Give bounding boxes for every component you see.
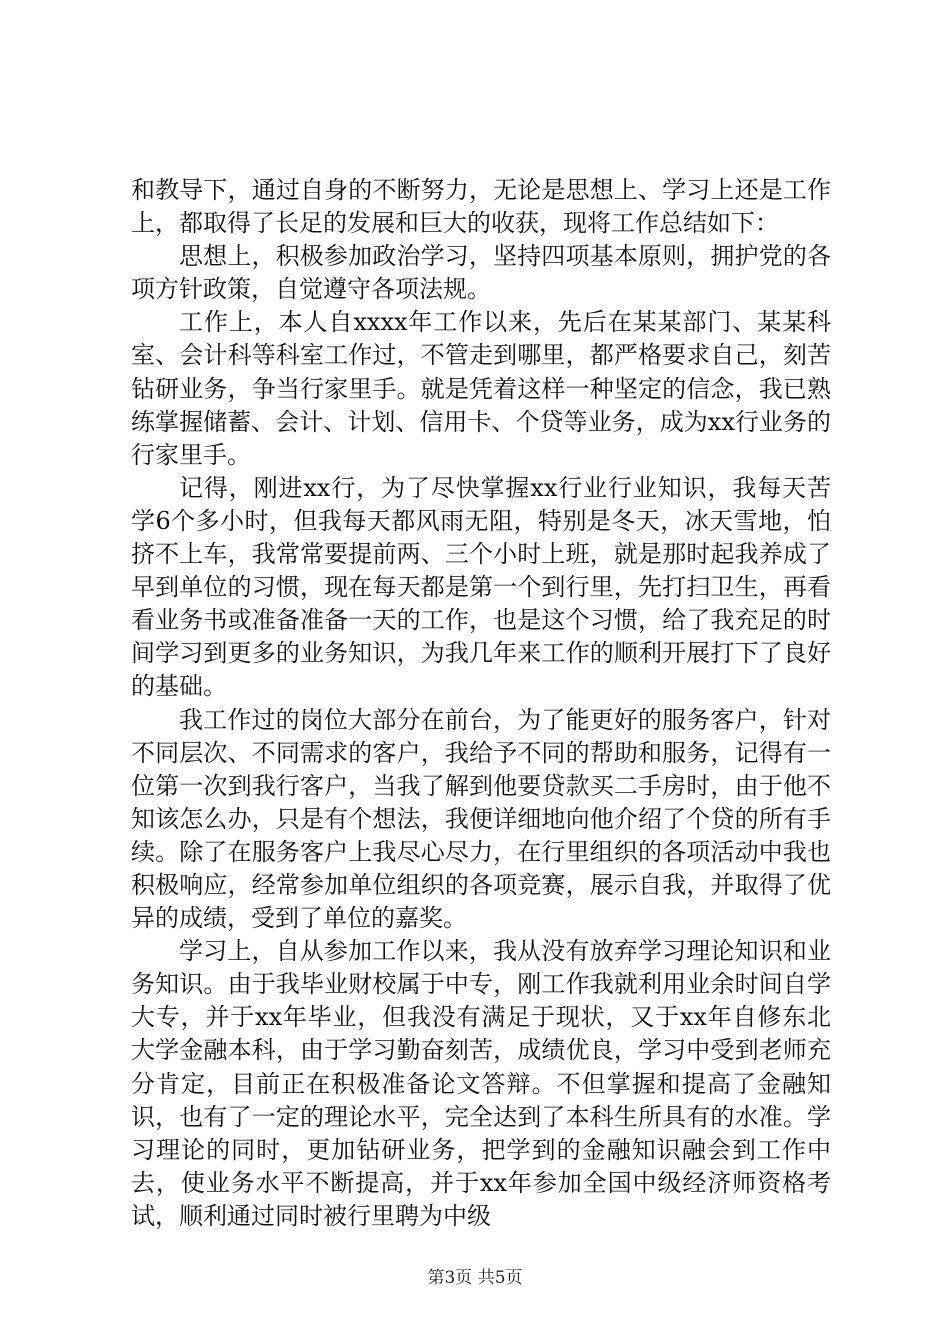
paragraph-study: 学习上，自从参加工作以来，我从没有放弃学习理论知识和业务知识。由于我毕业财校属于中专，刚工作我就利用业余时间自学大专，并于xx年毕业，但我没有满足于现状，又于xx年自修东北大学金融本科，由于学习勤奋刻苦，成绩优良，学习中受到老师充分肯定，目前正在积极准备论文答辩。不但掌握和提高了金融知识，也有了一定的理论水平，完全达到了本科生所具有的水准。学习理论的同时，更加钻研业务，把学到的金融知识融会到工作中去，使业务水平不断提高，并于xx年参加全国中级经济师资格考试，顺利通过同时被行里聘为中级 — [131, 937, 831, 1230]
paragraph-work: 工作上，本人自xxxx年工作以来，先后在某某部门、某某科室、会计科等科室工作过，不管走到哪里，都严格要求自己，刻苦钻研业务，争当行家里手。就是凭着这样一种坚定的信念，我已熟练掌握储蓄、会计、计划、信用卡、个贷等业务，成为xx行业务的行家里手。 — [131, 308, 831, 469]
body-text — [131, 174, 831, 1233]
page-footer: 第3页 共5页 — [427, 1268, 523, 1288]
paragraph-service: 我工作过的岗位大部分在前台，为了能更好的服务客户，针对不同层次、不同需求的客户，我给予不同的帮助和服务，记得有一位第一次到我行客户，当我了解到他要贷款买二手房时，由于他不知该怎么办，只是有个想法，我便详细地向他介绍了个贷的所有手续。除了在服务客户上我尽心尽力，在行里组织的各项活动中我也积极响应，经常参加单位组织的各项竞赛，展示自我，并取得了优异的成绩，受到了单位的嘉奖。 — [131, 705, 831, 933]
paragraph-intro: 和教导下，通过自身的不断努力，无论是思想上、学习上还是工作上，都取得了长足的发展和巨大的收获，现将工作总结如下： — [131, 176, 831, 238]
paragraph-thought: 思想上，积极参加政治学习，坚持四项基本原则，拥护党的各项方针政策，自觉遵守各项法规。 — [131, 242, 831, 304]
paragraph-memory: 记得，刚进xx行，为了尽快掌握xx行业行业知识，我每天苦学6个多小时，但我每天都风雨无阻，特别是冬天，冰天雪地，怕挤不上车，我常常要提前两、三个小时上班，就是那时起我养成了早到单位的习惯，现在每天都是第一个到行里，先打扫卫生，再看看业务书或准备准备一天的工作，也是这个习惯，给了我充足的时间学习到更多的业务知识，为我几年来工作的顺利开展打下了良好的基础。 — [131, 473, 831, 701]
